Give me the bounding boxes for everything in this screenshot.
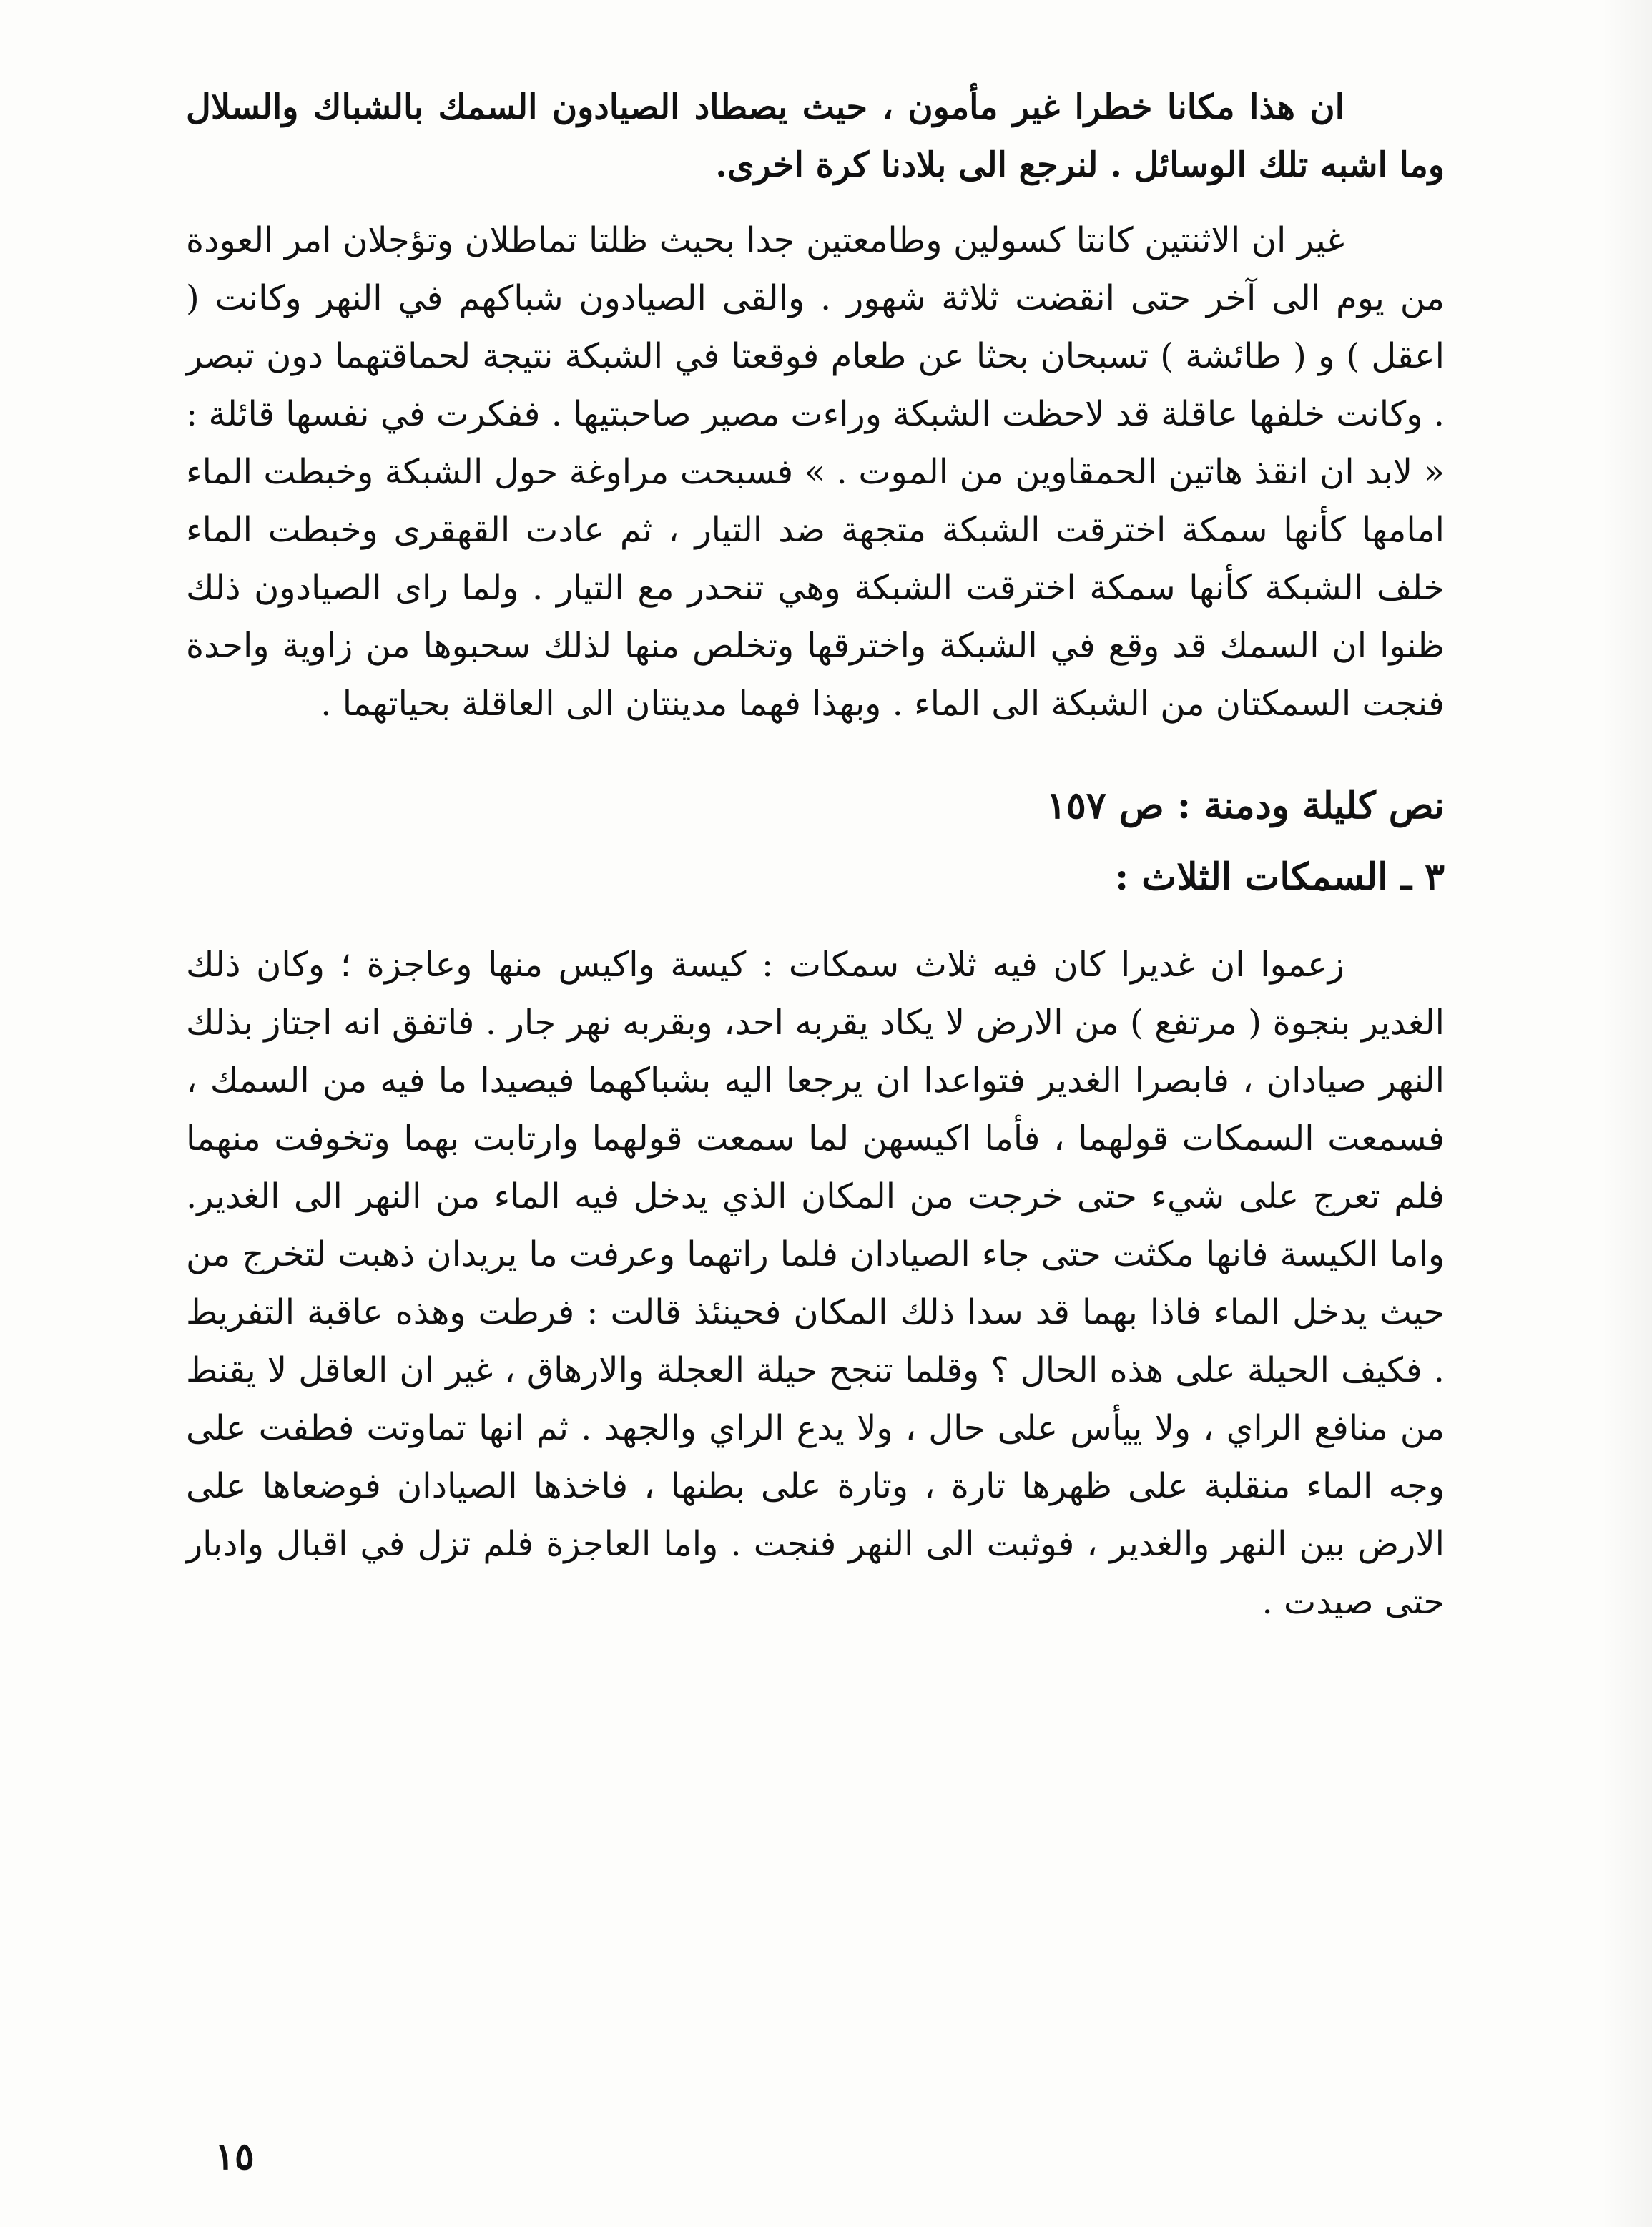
paragraph-three-fish-text: زعموا ان غديرا كان فيه ثلاث سمكات : كيسة واكيس منها وعاجزة ؛ وكان ذلك الغدير بنجوة ( مرتفع ) من الارض لا يكاد يقربه احد، وبقربه نهر جار . فاتفق انه اجتاز بذلك النهر صيادان ، فابصرا الغدير فتواعدا ان يرجعا اليه بشباكهما فيصيدا ما فيه من السمك ، فسمعت السمكات قولهما ، فأما اكيسهن لما سمعت قولهما وارتابت بهما وتخوفت منهما فلم تعرج على شيء حتى خرجت من المكان الذي يدخل فيه الماء من النهر الى الغدير. واما الكيسة فانها مكثت حتى جاء الصيادان فلما راتهما وعرفت ما يريدان ذهبت لتخرج من حيث يدخل الماء فاذا بهما قد سدا ذلك المكان فحينئذ قالت : فرطت وهذه عاقبة التفريط . فكيف الحيلة على هذه الحال ؟ وقلما تنجح حيلة العجلة والارهاق ، غير ان العاقل لا يقنط من منافع الراي ، ولا ييأس على حال ، ولا يدع الراي والجهد . ثم انها تماوتت فطفت على وجه الماء منقلبة على ظهرها تارة ، وتارة على بطنها ، فاخذها الصيادان فوضعاها على الارض بين النهر والغدير ، فوثبت الى النهر فنجت . واما العاجزة فلم تزل في اقبال وادبار حتى صيدت .: [186, 945, 1445, 1622]
page-number: ١٥: [215, 2135, 255, 2178]
section-title-three-fish: ٣ ـ السمكات الثلاث :: [1115, 855, 1445, 899]
paragraph-intro-ending: ان هذا مكانا خطرا غير مأمون ، حيث يصطاد الصيادون السمك بالشباك والسلال وما اشبه تلك الوسائل . لنرجع الى بلادنا كرة اخرى.: [186, 87, 1445, 185]
document-page: [186, 79, 1445, 2153]
source-reference-heading: نص كليلة ودمنة : ص ١٥٧: [1046, 784, 1445, 827]
scan-edge-shadow: [1602, 0, 1652, 2227]
paragraph-two-fish-story: غير ان الاثنتين كانتا كسولين وطامعتين جدا بحيث ظلتا تماطلان وتؤجلان امر العودة من يوم الى آخر حتى انقضت ثلاثة شهور . والقى الصيادون شباكهم في النهر وكانت ( اعقل ) و ( طائشة ) تسبحان بحثا عن طعام فوقعتا في الشبكة نتيجة لحماقتهما دون تبصر . وكانت خلفها عاقلة قد لاحظت الشبكة وراءت مصير صاحبتيها . ففكرت في نفسها قائلة : « لابد ان انقذ هاتين الحمقاوين من الموت . » فسبحت مراوغة حول الشبكة وخبطت الماء امامها كأنها سمكة اخترقت الشبكة متجهة ضد التيار ، ثم عادت القهقرى وخبطت الماء خلف الشبكة كأنها سمكة اخترقت الشبكة وهي تنحدر مع التيار . ولما راى الصيادون ذلك ظنوا ان السمك قد وقع في الشبكة واخترقها وتخلص منها لذلك سحبوها من زاوية واحدة فنجت السمكتان من الشبكة الى الماء . وبهذا فهما مدينتان الى العاقلة بحياتهما .: [186, 220, 1445, 724]
